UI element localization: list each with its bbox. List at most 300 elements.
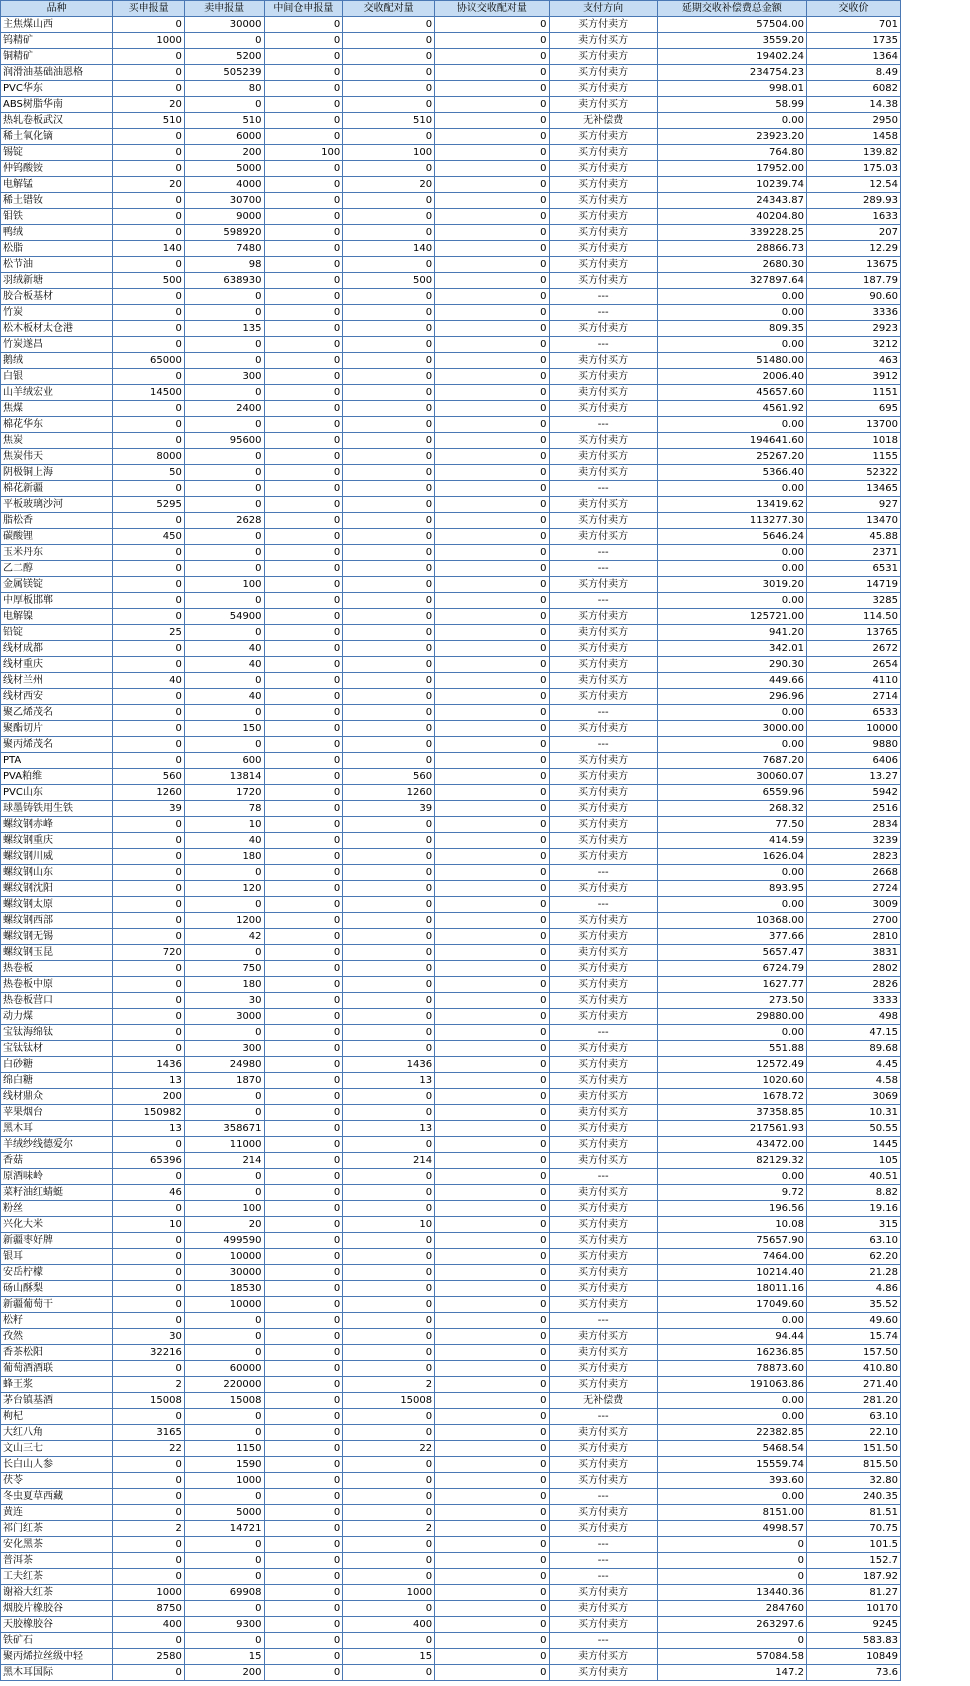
cell-payment-direction: 买方付卖方 <box>549 81 657 97</box>
cell-buy-declared: 1260 <box>113 785 185 801</box>
cell-buy-declared: 500 <box>113 273 185 289</box>
cell-variety: 螺纹钢无锡 <box>1 929 113 945</box>
table-row <box>1 49 901 65</box>
cell-buy-declared: 0 <box>113 1313 185 1329</box>
cell-delivery-price: 2834 <box>806 817 900 833</box>
table-row <box>1 529 901 545</box>
cell-compensation-total: 0.00 <box>657 417 806 433</box>
cell-compensation-total: 0.00 <box>657 337 806 353</box>
cell-sell-declared: 54900 <box>184 609 264 625</box>
cell-compensation-total: 77.50 <box>657 817 806 833</box>
cell-compensation-total: 4561.92 <box>657 401 806 417</box>
cell-delivery-price: 695 <box>806 401 900 417</box>
cell-buy-declared: 0 <box>113 81 185 97</box>
cell-buy-declared: 0 <box>113 305 185 321</box>
cell-sell-declared: 30000 <box>184 17 264 33</box>
cell-variety: 菜籽油红蜻蜓 <box>1 1185 113 1201</box>
cell-compensation-total: 13419.62 <box>657 497 806 513</box>
cell-agreement-matched: 0 <box>435 1473 549 1489</box>
cell-compensation-total: 78873.60 <box>657 1361 806 1377</box>
cell-payment-direction: --- <box>549 1553 657 1569</box>
cell-agreement-matched: 0 <box>435 1217 549 1233</box>
cell-intermediate-declared: 0 <box>264 209 343 225</box>
cell-delivery-price: 52322 <box>806 465 900 481</box>
cell-delivery-price: 187.92 <box>806 1569 900 1585</box>
cell-sell-declared: 0 <box>184 481 264 497</box>
cell-intermediate-declared: 0 <box>264 977 343 993</box>
cell-compensation-total: 0.00 <box>657 865 806 881</box>
cell-agreement-matched: 0 <box>435 225 549 241</box>
cell-delivery-price: 2714 <box>806 689 900 705</box>
cell-variety: 锡锭 <box>1 145 113 161</box>
cell-buy-declared: 65396 <box>113 1153 185 1169</box>
cell-intermediate-declared: 0 <box>264 1217 343 1233</box>
cell-delivery-matched: 0 <box>343 721 435 737</box>
cell-delivery-matched: 0 <box>343 17 435 33</box>
table-row <box>1 353 901 369</box>
cell-sell-declared: 0 <box>184 385 264 401</box>
cell-payment-direction: --- <box>549 1025 657 1041</box>
cell-delivery-price: 2668 <box>806 865 900 881</box>
table-row <box>1 945 901 961</box>
cell-buy-declared: 13 <box>113 1121 185 1137</box>
cell-delivery-matched: 22 <box>343 1441 435 1457</box>
cell-buy-declared: 15008 <box>113 1393 185 1409</box>
cell-sell-declared: 150 <box>184 721 264 737</box>
cell-delivery-matched: 0 <box>343 689 435 705</box>
cell-variety: 葡萄酒酒联 <box>1 1361 113 1377</box>
cell-buy-declared: 0 <box>113 49 185 65</box>
cell-delivery-matched: 39 <box>343 801 435 817</box>
table-row <box>1 481 901 497</box>
cell-sell-declared: 1200 <box>184 913 264 929</box>
cell-payment-direction: --- <box>549 1537 657 1553</box>
cell-delivery-price: 2654 <box>806 657 900 673</box>
cell-variety: 苹果烟台 <box>1 1105 113 1121</box>
cell-variety: 焦炭 <box>1 433 113 449</box>
cell-payment-direction: --- <box>549 1633 657 1649</box>
cell-buy-declared: 13 <box>113 1073 185 1089</box>
cell-variety: 冬虫夏草西藏 <box>1 1489 113 1505</box>
table-row <box>1 81 901 97</box>
cell-variety: 聚丙烯茂名 <box>1 737 113 753</box>
cell-buy-declared: 0 <box>113 833 185 849</box>
cell-variety: 球墨铸铁用生铁 <box>1 801 113 817</box>
cell-intermediate-declared: 0 <box>264 1281 343 1297</box>
cell-payment-direction: 买方付卖方 <box>549 993 657 1009</box>
table-row <box>1 305 901 321</box>
cell-delivery-price: 583.83 <box>806 1633 900 1649</box>
cell-variety: 长白山人参 <box>1 1457 113 1473</box>
cell-agreement-matched: 0 <box>435 1553 549 1569</box>
cell-agreement-matched: 0 <box>435 753 549 769</box>
cell-buy-declared: 400 <box>113 1617 185 1633</box>
cell-delivery-price: 10170 <box>806 1601 900 1617</box>
cell-agreement-matched: 0 <box>435 97 549 113</box>
cell-sell-declared: 0 <box>184 897 264 913</box>
cell-compensation-total: 0 <box>657 1537 806 1553</box>
cell-variety: 螺纹钢沈阳 <box>1 881 113 897</box>
cell-buy-declared: 0 <box>113 129 185 145</box>
table-row <box>1 1409 901 1425</box>
table-row <box>1 1281 901 1297</box>
cell-agreement-matched: 0 <box>435 449 549 465</box>
cell-delivery-price: 6533 <box>806 705 900 721</box>
cell-agreement-matched: 0 <box>435 929 549 945</box>
cell-delivery-matched: 0 <box>343 705 435 721</box>
cell-agreement-matched: 0 <box>435 1601 549 1617</box>
cell-intermediate-declared: 0 <box>264 1425 343 1441</box>
cell-compensation-total: 22382.85 <box>657 1425 806 1441</box>
cell-sell-declared: 14721 <box>184 1521 264 1537</box>
cell-agreement-matched: 0 <box>435 1201 549 1217</box>
cell-delivery-price: 101.5 <box>806 1537 900 1553</box>
cell-buy-declared: 0 <box>113 1009 185 1025</box>
cell-intermediate-declared: 0 <box>264 929 343 945</box>
cell-buy-declared: 0 <box>113 481 185 497</box>
cell-sell-declared: 0 <box>184 529 264 545</box>
cell-payment-direction: --- <box>549 417 657 433</box>
cell-compensation-total: 263297.6 <box>657 1617 806 1633</box>
cell-sell-declared: 180 <box>184 849 264 865</box>
cell-intermediate-declared: 0 <box>264 849 343 865</box>
cell-intermediate-declared: 0 <box>264 1025 343 1041</box>
cell-payment-direction: 买方付卖方 <box>549 1041 657 1057</box>
cell-buy-declared: 0 <box>113 913 185 929</box>
cell-delivery-matched: 500 <box>343 273 435 289</box>
cell-delivery-price: 3069 <box>806 1089 900 1105</box>
cell-compensation-total: 0 <box>657 1569 806 1585</box>
cell-delivery-matched: 0 <box>343 305 435 321</box>
cell-agreement-matched: 0 <box>435 769 549 785</box>
cell-buy-declared: 0 <box>113 1473 185 1489</box>
cell-delivery-price: 45.88 <box>806 529 900 545</box>
cell-buy-declared: 0 <box>113 289 185 305</box>
cell-delivery-matched: 0 <box>343 1265 435 1281</box>
cell-payment-direction: 买方付卖方 <box>549 1217 657 1233</box>
cell-intermediate-declared: 0 <box>264 401 343 417</box>
cell-delivery-price: 6082 <box>806 81 900 97</box>
cell-agreement-matched: 0 <box>435 1665 549 1681</box>
cell-sell-declared: 638930 <box>184 273 264 289</box>
cell-sell-declared: 0 <box>184 1089 264 1105</box>
cell-variety: 螺纹钢玉昆 <box>1 945 113 961</box>
cell-variety: 兴化大米 <box>1 1217 113 1233</box>
cell-delivery-price: 3285 <box>806 593 900 609</box>
cell-sell-declared: 220000 <box>184 1377 264 1393</box>
cell-delivery-price: 1155 <box>806 449 900 465</box>
cell-compensation-total: 37358.85 <box>657 1105 806 1121</box>
cell-delivery-matched: 214 <box>343 1153 435 1169</box>
cell-payment-direction: 买方付卖方 <box>549 129 657 145</box>
cell-variety: 螺纹钢西部 <box>1 913 113 929</box>
cell-delivery-price: 240.35 <box>806 1489 900 1505</box>
cell-buy-declared: 1000 <box>113 1585 185 1601</box>
cell-buy-declared: 0 <box>113 1361 185 1377</box>
table-row <box>1 865 901 881</box>
cell-variety: PVC华东 <box>1 81 113 97</box>
cell-agreement-matched: 0 <box>435 881 549 897</box>
cell-delivery-matched: 0 <box>343 545 435 561</box>
cell-compensation-total: 5468.54 <box>657 1441 806 1457</box>
cell-delivery-matched: 0 <box>343 337 435 353</box>
table-row <box>1 1313 901 1329</box>
cell-payment-direction: 买方付卖方 <box>549 273 657 289</box>
cell-sell-declared: 10000 <box>184 1297 264 1313</box>
cell-delivery-price: 139.82 <box>806 145 900 161</box>
table-row <box>1 1265 901 1281</box>
cell-compensation-total: 7687.20 <box>657 753 806 769</box>
cell-variety: 香茶松阳 <box>1 1345 113 1361</box>
cell-delivery-price: 114.50 <box>806 609 900 625</box>
cell-delivery-price: 289.93 <box>806 193 900 209</box>
table-row <box>1 401 901 417</box>
cell-variety: 绵白糖 <box>1 1073 113 1089</box>
cell-compensation-total: 0.00 <box>657 705 806 721</box>
table-row <box>1 1361 901 1377</box>
cell-sell-declared: 1000 <box>184 1473 264 1489</box>
cell-variety: 孜然 <box>1 1329 113 1345</box>
cell-intermediate-declared: 0 <box>264 1313 343 1329</box>
cell-variety: 枸杞 <box>1 1409 113 1425</box>
cell-payment-direction: 买方付卖方 <box>549 225 657 241</box>
cell-intermediate-declared: 0 <box>264 1665 343 1681</box>
cell-compensation-total: 57504.00 <box>657 17 806 33</box>
cell-sell-declared: 0 <box>184 33 264 49</box>
cell-delivery-matched: 0 <box>343 1041 435 1057</box>
cell-payment-direction: 买方付卖方 <box>549 193 657 209</box>
cell-buy-declared: 0 <box>113 1233 185 1249</box>
cell-buy-declared: 0 <box>113 577 185 593</box>
cell-delivery-price: 62.20 <box>806 1249 900 1265</box>
cell-payment-direction: 买方付卖方 <box>549 689 657 705</box>
cell-buy-declared: 0 <box>113 657 185 673</box>
cell-delivery-price: 6406 <box>806 753 900 769</box>
cell-sell-declared: 10000 <box>184 1249 264 1265</box>
cell-agreement-matched: 0 <box>435 129 549 145</box>
cell-compensation-total: 0.00 <box>657 113 806 129</box>
cell-compensation-total: 0 <box>657 1553 806 1569</box>
cell-intermediate-declared: 0 <box>264 705 343 721</box>
cell-delivery-matched: 0 <box>343 1009 435 1025</box>
cell-compensation-total: 82129.32 <box>657 1153 806 1169</box>
cell-buy-declared: 0 <box>113 1553 185 1569</box>
cell-compensation-total: 28866.73 <box>657 241 806 257</box>
cell-buy-declared: 0 <box>113 513 185 529</box>
cell-agreement-matched: 0 <box>435 1489 549 1505</box>
table-row <box>1 1617 901 1633</box>
cell-payment-direction: 卖方付买方 <box>549 497 657 513</box>
cell-intermediate-declared: 0 <box>264 753 343 769</box>
cell-intermediate-declared: 0 <box>264 1521 343 1537</box>
cell-variety: ABS树脂华南 <box>1 97 113 113</box>
cell-delivery-price: 13465 <box>806 481 900 497</box>
table-row <box>1 417 901 433</box>
table-row <box>1 369 901 385</box>
cell-intermediate-declared: 0 <box>264 689 343 705</box>
cell-compensation-total: 10239.74 <box>657 177 806 193</box>
cell-delivery-matched: 0 <box>343 1201 435 1217</box>
cell-buy-declared: 0 <box>113 161 185 177</box>
cell-buy-declared: 150982 <box>113 1105 185 1121</box>
table-row <box>1 241 901 257</box>
cell-agreement-matched: 0 <box>435 1585 549 1601</box>
cell-compensation-total: 809.35 <box>657 321 806 337</box>
table-row <box>1 801 901 817</box>
cell-buy-declared: 0 <box>113 753 185 769</box>
cell-variety: 铁矿石 <box>1 1633 113 1649</box>
table-row <box>1 1601 901 1617</box>
cell-sell-declared: 2628 <box>184 513 264 529</box>
cell-delivery-price: 2672 <box>806 641 900 657</box>
cell-compensation-total: 0.00 <box>657 593 806 609</box>
cell-sell-declared: 214 <box>184 1153 264 1169</box>
cell-payment-direction: 无补偿费 <box>549 113 657 129</box>
cell-delivery-price: 21.28 <box>806 1265 900 1281</box>
cell-delivery-price: 498 <box>806 1009 900 1025</box>
cell-variety: 主焦煤山西 <box>1 17 113 33</box>
cell-delivery-matched: 15008 <box>343 1393 435 1409</box>
cell-compensation-total: 3559.20 <box>657 33 806 49</box>
table-row <box>1 961 901 977</box>
cell-delivery-matched: 0 <box>343 209 435 225</box>
cell-sell-declared: 0 <box>184 625 264 641</box>
cell-payment-direction: 卖方付买方 <box>549 1185 657 1201</box>
cell-payment-direction: 卖方付买方 <box>549 1425 657 1441</box>
cell-delivery-price: 8.82 <box>806 1185 900 1201</box>
cell-compensation-total: 125721.00 <box>657 609 806 625</box>
cell-delivery-price: 47.15 <box>806 1025 900 1041</box>
cell-buy-declared: 25 <box>113 625 185 641</box>
cell-payment-direction: 买方付卖方 <box>549 657 657 673</box>
cell-agreement-matched: 0 <box>435 1233 549 1249</box>
table-row <box>1 1169 901 1185</box>
cell-delivery-matched: 0 <box>343 1633 435 1649</box>
table-row <box>1 145 901 161</box>
cell-agreement-matched: 0 <box>435 481 549 497</box>
table-row <box>1 1153 901 1169</box>
cell-payment-direction: 买方付卖方 <box>549 513 657 529</box>
cell-delivery-price: 105 <box>806 1153 900 1169</box>
cell-variety: 祁门红茶 <box>1 1521 113 1537</box>
cell-buy-declared: 0 <box>113 1041 185 1057</box>
cell-intermediate-declared: 0 <box>264 737 343 753</box>
cell-variety: 玉米丹东 <box>1 545 113 561</box>
cell-delivery-matched: 0 <box>343 673 435 689</box>
cell-compensation-total: 51480.00 <box>657 353 806 369</box>
cell-delivery-price: 13765 <box>806 625 900 641</box>
cell-delivery-matched: 0 <box>343 753 435 769</box>
cell-intermediate-declared: 0 <box>264 17 343 33</box>
cell-delivery-matched: 15 <box>343 1649 435 1665</box>
cell-intermediate-declared: 0 <box>264 945 343 961</box>
cell-delivery-price: 15.74 <box>806 1329 900 1345</box>
cell-delivery-matched: 0 <box>343 321 435 337</box>
cell-buy-declared: 0 <box>113 65 185 81</box>
cell-variety: 线材鼎众 <box>1 1089 113 1105</box>
cell-sell-declared: 0 <box>184 865 264 881</box>
cell-intermediate-declared: 0 <box>264 161 343 177</box>
cell-agreement-matched: 0 <box>435 705 549 721</box>
cell-variety: 白银 <box>1 369 113 385</box>
cell-buy-declared: 0 <box>113 321 185 337</box>
cell-intermediate-declared: 0 <box>264 1585 343 1601</box>
cell-compensation-total: 268.32 <box>657 801 806 817</box>
cell-agreement-matched: 0 <box>435 625 549 641</box>
cell-agreement-matched: 0 <box>435 209 549 225</box>
cell-buy-declared: 0 <box>113 705 185 721</box>
cell-buy-declared: 450 <box>113 529 185 545</box>
cell-intermediate-declared: 0 <box>264 1137 343 1153</box>
cell-sell-declared: 0 <box>184 1537 264 1553</box>
cell-delivery-matched: 0 <box>343 497 435 513</box>
cell-payment-direction: 买方付卖方 <box>549 1617 657 1633</box>
cell-delivery-price: 19.16 <box>806 1201 900 1217</box>
cell-variety: 螺纹钢山东 <box>1 865 113 881</box>
cell-intermediate-declared: 0 <box>264 897 343 913</box>
cell-agreement-matched: 0 <box>435 369 549 385</box>
cell-sell-declared: 7480 <box>184 241 264 257</box>
table-row <box>1 113 901 129</box>
cell-agreement-matched: 0 <box>435 1393 549 1409</box>
cell-variety: 蜂王浆 <box>1 1377 113 1393</box>
cell-payment-direction: 买方付卖方 <box>549 1665 657 1681</box>
cell-compensation-total: 5657.47 <box>657 945 806 961</box>
cell-intermediate-declared: 0 <box>264 465 343 481</box>
cell-delivery-matched: 0 <box>343 369 435 385</box>
cell-payment-direction: 买方付卖方 <box>549 1233 657 1249</box>
cell-buy-declared: 0 <box>113 593 185 609</box>
cell-delivery-matched: 0 <box>343 33 435 49</box>
cell-sell-declared: 60000 <box>184 1361 264 1377</box>
cell-agreement-matched: 0 <box>435 417 549 433</box>
cell-buy-declared: 0 <box>113 1665 185 1681</box>
cell-delivery-matched: 0 <box>343 833 435 849</box>
cell-delivery-matched: 0 <box>343 1457 435 1473</box>
cell-agreement-matched: 0 <box>435 1441 549 1457</box>
cell-compensation-total: 393.60 <box>657 1473 806 1489</box>
cell-compensation-total: 5646.24 <box>657 529 806 545</box>
cell-sell-declared: 15 <box>184 1649 264 1665</box>
cell-compensation-total: 191063.86 <box>657 1377 806 1393</box>
cell-variety: 稀土氧化镝 <box>1 129 113 145</box>
cell-intermediate-declared: 0 <box>264 417 343 433</box>
cell-compensation-total: 18011.16 <box>657 1281 806 1297</box>
cell-buy-declared: 5295 <box>113 497 185 513</box>
table-row <box>1 881 901 897</box>
cell-buy-declared: 0 <box>113 1137 185 1153</box>
cell-intermediate-declared: 0 <box>264 193 343 209</box>
cell-intermediate-declared: 0 <box>264 1553 343 1569</box>
cell-sell-declared: 6000 <box>184 129 264 145</box>
cell-delivery-price: 10849 <box>806 1649 900 1665</box>
cell-compensation-total: 0.00 <box>657 561 806 577</box>
cell-agreement-matched: 0 <box>435 897 549 913</box>
table-body <box>1 17 901 1681</box>
cell-sell-declared: 0 <box>184 497 264 513</box>
cell-variety: 热卷板 <box>1 961 113 977</box>
cell-agreement-matched: 0 <box>435 721 549 737</box>
cell-variety: 聚丙烯拉丝级中轻 <box>1 1649 113 1665</box>
cell-delivery-price: 151.50 <box>806 1441 900 1457</box>
cell-payment-direction: 买方付卖方 <box>549 817 657 833</box>
cell-agreement-matched: 0 <box>435 641 549 657</box>
cell-sell-declared: 0 <box>184 417 264 433</box>
cell-sell-declared: 1150 <box>184 1441 264 1457</box>
cell-variety: 线材重庆 <box>1 657 113 673</box>
cell-delivery-matched: 0 <box>343 1553 435 1569</box>
cell-variety: 焦煤 <box>1 401 113 417</box>
